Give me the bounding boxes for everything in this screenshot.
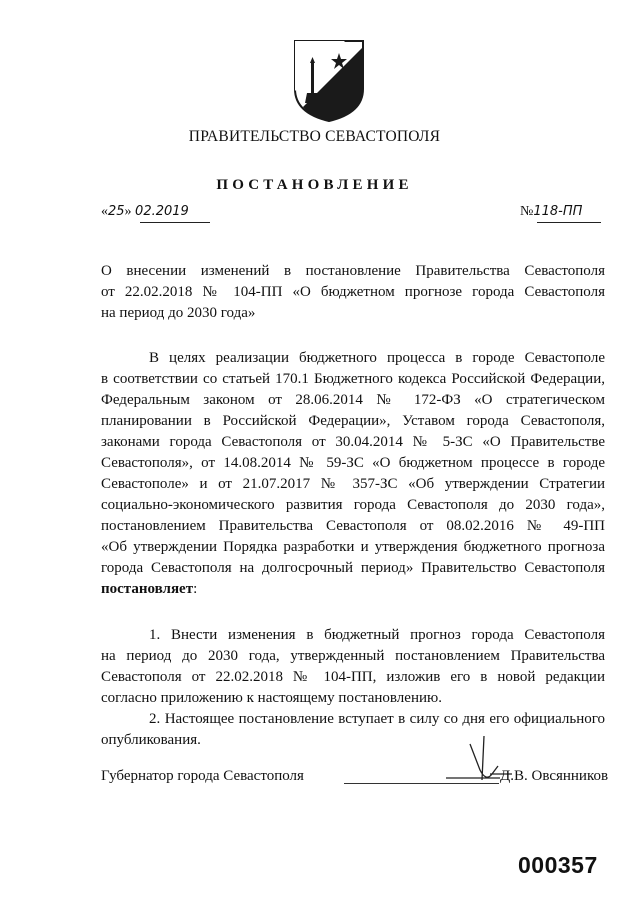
item1-line: на период до 2030 года, утвержденный постановлением Правительства [101, 648, 605, 664]
signatory-name: Д.В. Овсянников [500, 768, 609, 784]
preamble-line: в соответствии со статьей 170.1 Бюджетного кодекса Российской Федерации, [101, 371, 605, 387]
resolves-line [101, 580, 605, 598]
number-field [520, 204, 582, 220]
preamble-line: «Об утверждении Порядка разработки и утверждения бюджетного прогноза [101, 539, 605, 555]
subject-line: О внесении изменений в постановление Правительства Севастополя [101, 263, 605, 279]
government-title: ПРАВИТЕЛЬСТВО СЕВАСТОПОЛЯ [188, 128, 441, 145]
number-prefix: № [520, 204, 534, 219]
preamble-line: Севастополя», от 14.08.2014 № 59-ЗС «О бюджетном процессе в городе [101, 455, 605, 471]
item2-line: опубликования. [101, 732, 201, 748]
date-month-year: 02.2019 [135, 204, 189, 219]
item1-line: 1. Внести изменения в бюджетный прогноз города Севастополя [149, 627, 605, 643]
serial-number: 000357 [518, 852, 598, 878]
document-type-title: ПОСТАНОВЛЕНИЕ [216, 177, 413, 193]
preamble-line: Федеральным законом от 28.06.2014 № 172-ФЗ «О стратегическом [101, 392, 605, 408]
subject-line: от 22.02.2018 № 104-ПП «О бюджетном прогнозе города Севастополя [101, 284, 605, 300]
preamble-line: планировании в Российской Федерации», Уставом города Севастополя, [101, 413, 605, 429]
date-quote-open: « [101, 204, 108, 219]
date-underline [140, 222, 210, 223]
sevastopol-coat-of-arms-icon [293, 39, 365, 123]
preamble-line: города Севастополя на долгосрочный период» Правительство Севастополя [101, 560, 605, 576]
signatory-position: Губернатор города Севастополя [101, 768, 304, 784]
item1-line: Севастополя от 22.02.2018 № 104-ПП, изложив его в новой редакции [101, 669, 605, 685]
date-quote-close: » [124, 204, 132, 219]
subject-line: на период до 2030 года» [101, 305, 256, 321]
preamble-line: Севастополе» и от 21.07.2017 № 357-ЗС «Об утверждении Стратегии [101, 476, 605, 492]
date-day: 25 [108, 204, 125, 219]
number-value: 118-ПП [533, 204, 583, 219]
resolves-word: постановляет [101, 581, 194, 597]
number-underline [537, 222, 601, 223]
preamble-line: постановлением Правительства Севастополя от 08.02.2016 № 49-ПП [101, 518, 605, 534]
item1-line: согласно приложению к настоящему постановлению. [101, 690, 442, 706]
date-field [101, 204, 189, 220]
preamble-line: В целях реализации бюджетного процесса в городе Севастополе [149, 350, 605, 366]
item2-line: 2. Настоящее постановление вступает в силу со дня его официального [149, 711, 605, 727]
resolves-colon: : [193, 581, 198, 597]
preamble-line: социально-экономического развития города Севастополя до 2030 года», [101, 497, 605, 513]
preamble-line: законами города Севастополя от 30.04.2014 № 5-ЗС «О Правительстве [101, 434, 605, 450]
